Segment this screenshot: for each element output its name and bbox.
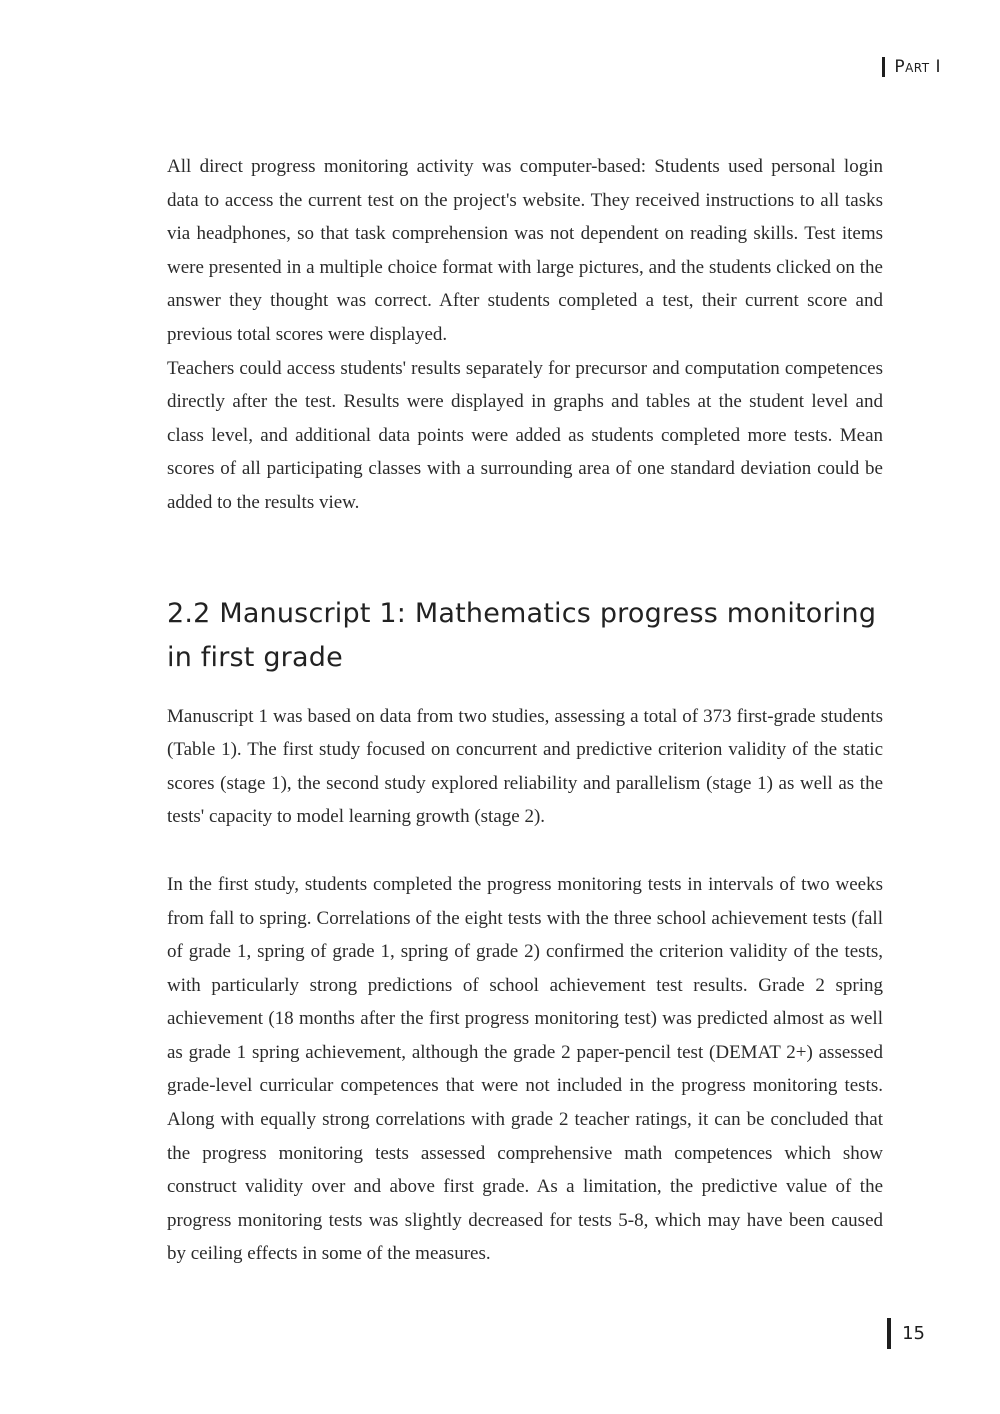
part-label: Part I bbox=[894, 57, 941, 77]
page-number: 15 bbox=[902, 1323, 925, 1344]
header-divider-bar bbox=[882, 57, 885, 77]
paragraph-teacher-results-access: Teachers could access students' results separately for precursor and computation competences directly after the test. Results were displayed in graphs and tables at the student level and class level, and additional data points were added as students completed more tests. Mean scores of all participating classes with a surrounding area of one standard deviation could be added to the results view. bbox=[167, 357, 883, 513]
page-content bbox=[167, 150, 883, 1271]
running-header bbox=[882, 57, 941, 77]
paragraph-manuscript-overview: Manuscript 1 was based on data from two studies, assessing a total of 373 first-grade students (Table 1). The first study focused on concurrent and predictive criterion validity of the static scores (stage 1), the second study explored reliability and parallelism (stage 1) as well as the tests' capacity to model learning growth (stage 2). bbox=[167, 705, 883, 828]
paragraph-progress-monitoring-activity: All direct progress monitoring activity was computer-based: Students used personal login data to access the current test on the project's website. They received instructions to all tasks via headphones, so that task comprehension was not dependent on reading skills. Test items were presented in a multiple choice format with large pictures, and the students clicked on the answer they thought was correct. After students completed a test, their current score and previous total scores were displayed. bbox=[167, 156, 883, 345]
footer-divider-bar bbox=[887, 1318, 891, 1349]
section-heading: 2.2 Manuscript 1: Mathematics progress monitoring in first grade bbox=[167, 597, 877, 673]
paragraph-first-study-results: In the first study, students completed the progress monitoring tests in intervals of two weeks from fall to spring. Correlations of the eight tests with the three school achievement tests (fall of grade 1, spring of grade 1, spring of grade 2) confirmed the criterion validity of the tests, with particularly strong predictions of school achievement test results. Grade 2 spring achievement (18 months after the first progress monitoring test) was predicted almost as well as grade 1 spring achievement, although the grade 2 paper-pencil test (DEMAT 2+) assessed grade-level curricular competences that were not included in the progress monitoring tests. Along with equally strong correlations with grade 2 teacher ratings, it can be concluded that the progress monitoring tests assessed comprehensive math competences which show construct validity over and above first grade. As a limitation, the predictive value of the progress monitoring tests was slightly decreased for tests 5-8, which may have been caused by ceiling effects in some of the measures. bbox=[167, 873, 883, 1265]
page-footer bbox=[887, 1318, 925, 1349]
